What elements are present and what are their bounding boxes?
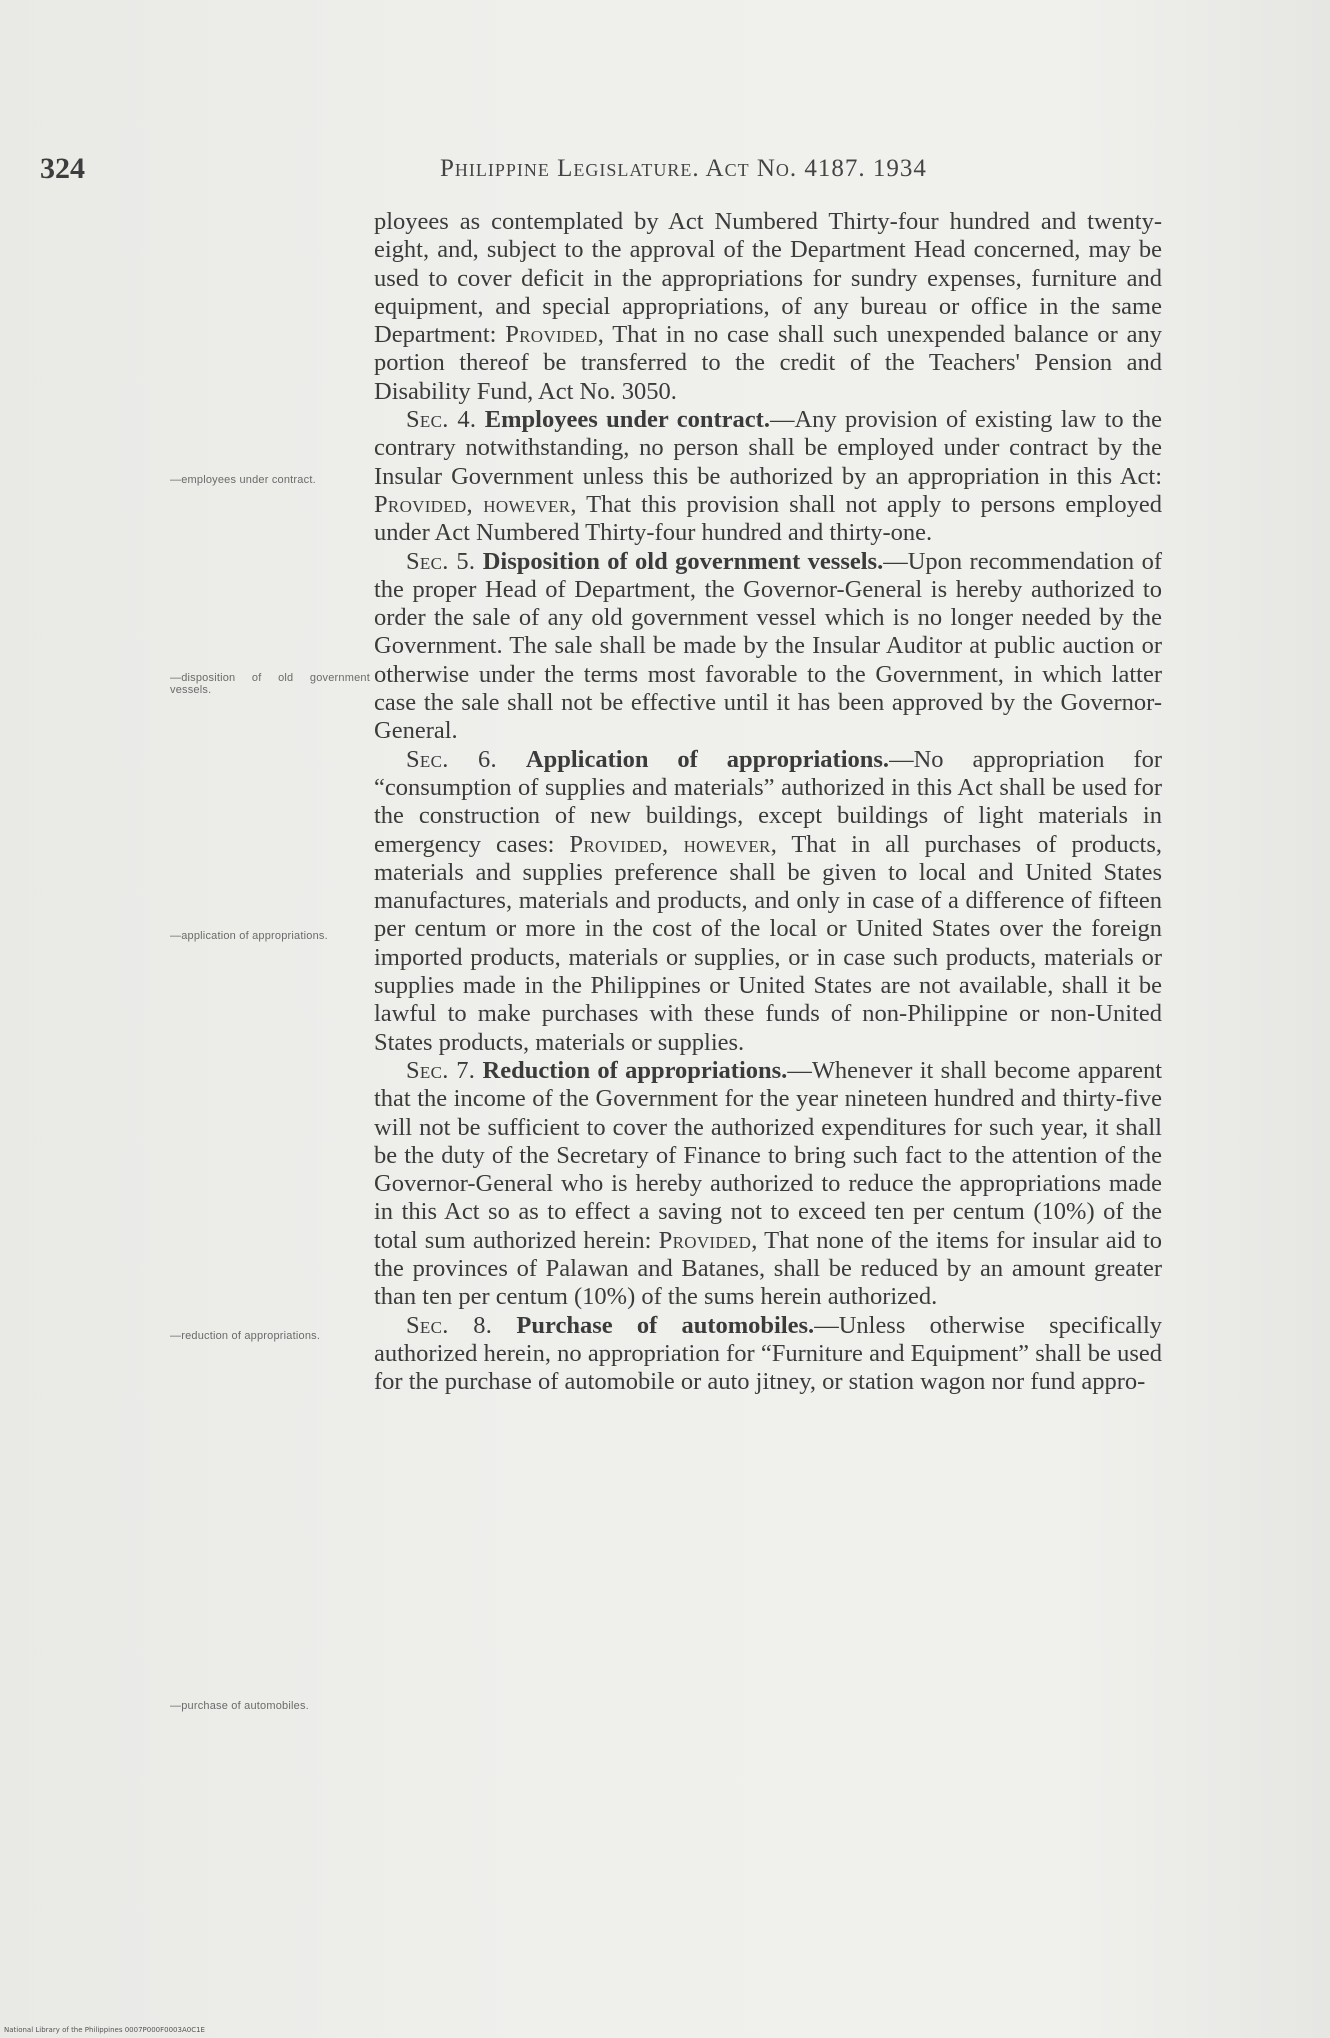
section-8-heading: Purchase of automobiles. [516, 1311, 815, 1339]
continuation-text-b: , That in no case shall such unexpended balance or any portion thereof be transferred to the credit of the Teachers' Pension and Disability Fund, Act No. 3050. [374, 321, 1162, 405]
section-4-proviso: Provided, however [374, 490, 571, 518]
section-4-number: Sec. 4. [406, 406, 477, 434]
page-number: 324 [40, 152, 85, 185]
section-7 [374, 1057, 1162, 1312]
source-tag: National Library of the Philippines 0007P000F0003A0C1E [4, 2026, 205, 2034]
section-6-text-a: —No appropriation for “consumption of supplies and materials” authorized in this Act shall be used for the construction of new buildings, except buildings of light materials in emergency cases: [374, 745, 1163, 858]
section-5-number: Sec. 5. [406, 547, 476, 575]
section-5-text: —Upon recommendation of the proper Head of Department, the Governor-General is hereby authorized to order the sale of any old government vessel which is no longer needed by the Government. The sale shall be made by the Insular Auditor at public auction or otherwise under the terms most favorable to the Government, in which latter case the sale shall not be effective until it has been approved by the Governor-General. [374, 547, 1162, 745]
section-4-heading: Employees under contract. [484, 406, 770, 434]
section-4-text-b: , That this provision shall not apply to persons employed under Act Numbered Thirty-four hundred and thirty-one. [374, 490, 1162, 547]
continuation-paragraph [374, 208, 1162, 406]
section-8 [374, 1312, 1162, 1397]
margin-note-employees-under-contract: —employees under contract. [170, 474, 316, 486]
section-7-heading: Reduction of appropriations. [482, 1056, 788, 1084]
section-6-proviso: Provided, however [569, 830, 771, 858]
section-7-text-a: —Whenever it shall become apparent that the income of the Government for the year nineteen hundred and thirty-five will not be sufficient to cover the authorized expenditures for such year, it shall be the duty of the Secretary of Finance to bring such fact to the attention of the Governor-General who is hereby authorized to reduce the appropriations made in this Act so as to effect a saving not to exceed ten per centum (10%) of the total sum authorized herein: [374, 1056, 1163, 1254]
section-6-number: Sec. 6. [406, 745, 497, 773]
section-5 [374, 548, 1162, 746]
section-7-number: Sec. 7. [406, 1056, 476, 1084]
running-head [440, 155, 927, 183]
section-6-text-b: , That in all purchases of products, materials and supplies preference shall be given to local and United States manufactures, materials and products, and only in case of a difference of fifteen per centum or more in the cost of the local or United States over the foreign imported products, materials or supplies, or in case such products, materials or supplies made in the Philippines or United States are not available, shall it be lawful to make purchases with these funds of non-Philippine or non-United States products, materials or supplies. [374, 830, 1163, 1056]
section-4 [374, 406, 1162, 547]
running-head-text: Philippine Legislature. Act No. 4187. 1934 [440, 155, 927, 182]
section-5-heading: Disposition of old government vessels. [482, 547, 884, 575]
section-7-text-b: , That none of the items for insular aid to the provinces of Palawan and Batanes, shall be reduced by an amount greater than ten per centum (10%) of the sums herein authorized. [374, 1226, 1162, 1311]
section-6-heading: Application of appropriations. [525, 745, 890, 773]
margin-note-disposition-vessels: —disposition of old government vessels. [170, 672, 370, 696]
section-8-text: —Unless otherwise specifically authorized herein, no appropriation for “Furniture and Equipment” shall be used for the purchase of automobile or auto jitney, or station wagon nor fund appro- [374, 1311, 1163, 1396]
margin-note-application-appropriations: —application of appropriations. [170, 930, 328, 942]
body-text [374, 208, 1162, 1396]
section-4-text-a: —Any provision of existing law to the contrary notwithstanding, no person shall be employed under contract by the Insular Government unless this be authorized by an appropriation in this Act: [374, 406, 1163, 490]
section-8-number: Sec. 8. [406, 1311, 493, 1339]
continuation-proviso: Provided [505, 321, 598, 349]
margin-note-reduction-appropriations: —reduction of appropriations. [170, 1330, 321, 1342]
section-6 [374, 746, 1162, 1057]
section-7-proviso: Provided [658, 1226, 752, 1254]
margin-note-purchase-automobiles: —purchase of automobiles. [170, 1700, 309, 1712]
continuation-text-a: ployees as contemplated by Act Numbered Thirty-four hundred and twenty-eight, and, subject to the approval of the Department Head concerned, may be used to cover deficit in the appropriations for sundry expenses, furniture and equipment, and special appropriations, of any bureau or office in the same Department: [374, 208, 1162, 349]
